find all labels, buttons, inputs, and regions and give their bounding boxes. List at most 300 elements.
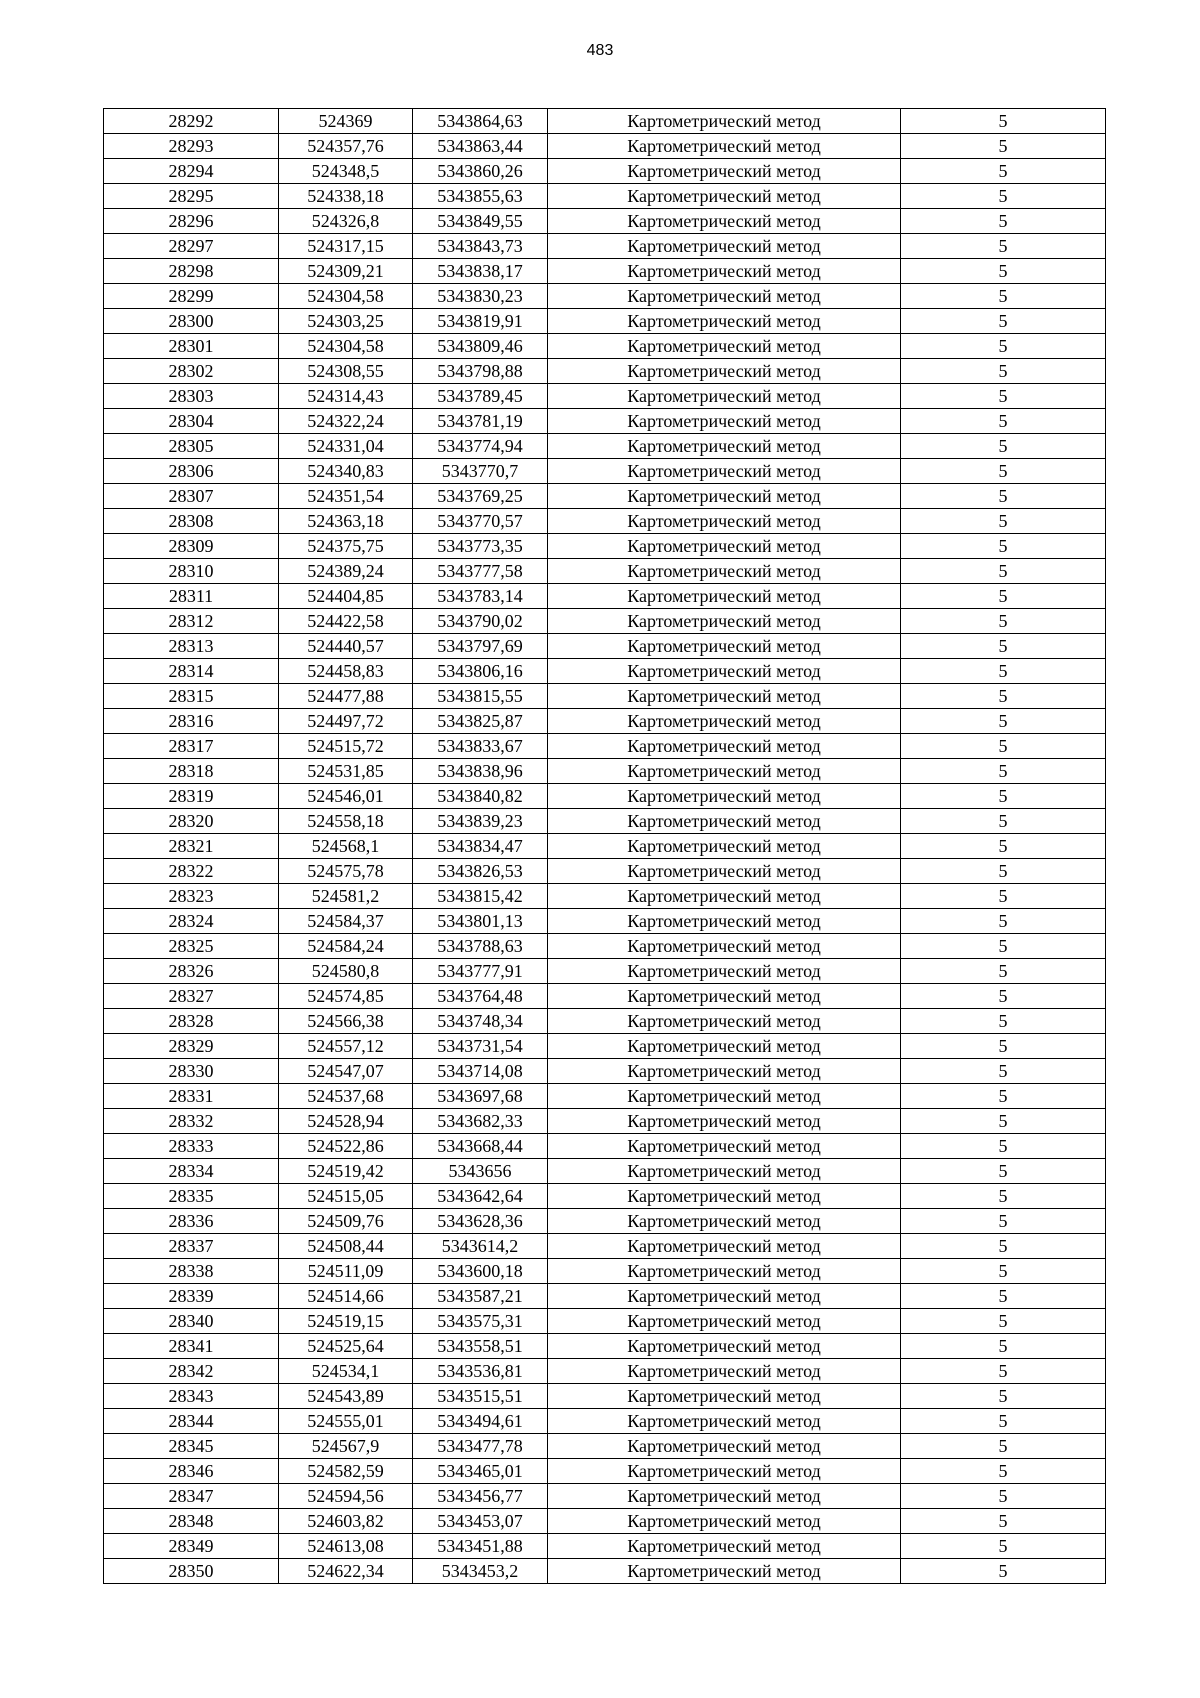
x-coordinate-cell: 524528,94 [279, 1109, 413, 1134]
y-coordinate-cell: 5343798,88 [413, 359, 548, 384]
method-cell: Картометрический метод [548, 409, 901, 434]
method-cell: Картометрический метод [548, 384, 901, 409]
table-row [104, 1484, 1106, 1509]
table-row [104, 434, 1106, 459]
table-row [104, 834, 1106, 859]
table-row [104, 484, 1106, 509]
accuracy-cell: 5 [901, 1259, 1106, 1284]
x-coordinate-cell: 524458,83 [279, 659, 413, 684]
y-coordinate-cell: 5343833,67 [413, 734, 548, 759]
point-number-cell: 28308 [104, 509, 279, 534]
y-coordinate-cell: 5343536,81 [413, 1359, 548, 1384]
point-number-cell: 28298 [104, 259, 279, 284]
accuracy-cell: 5 [901, 684, 1106, 709]
table-row [104, 334, 1106, 359]
y-coordinate-cell: 5343806,16 [413, 659, 548, 684]
point-number-cell: 28313 [104, 634, 279, 659]
table-row [104, 1184, 1106, 1209]
accuracy-cell: 5 [901, 459, 1106, 484]
point-number-cell: 28301 [104, 334, 279, 359]
point-number-cell: 28299 [104, 284, 279, 309]
x-coordinate-cell: 524338,18 [279, 184, 413, 209]
y-coordinate-cell: 5343781,19 [413, 409, 548, 434]
point-number-cell: 28335 [104, 1184, 279, 1209]
table-row [104, 784, 1106, 809]
y-coordinate-cell: 5343714,08 [413, 1059, 548, 1084]
accuracy-cell: 5 [901, 1109, 1106, 1134]
point-number-cell: 28306 [104, 459, 279, 484]
method-cell: Картометрический метод [548, 784, 901, 809]
table-row [104, 1109, 1106, 1134]
method-cell: Картометрический метод [548, 909, 901, 934]
x-coordinate-cell: 524314,43 [279, 384, 413, 409]
accuracy-cell: 5 [901, 534, 1106, 559]
method-cell: Картометрический метод [548, 1184, 901, 1209]
method-cell: Картометрический метод [548, 1459, 901, 1484]
point-number-cell: 28339 [104, 1284, 279, 1309]
x-coordinate-cell: 524440,57 [279, 634, 413, 659]
method-cell: Картометрический метод [548, 334, 901, 359]
method-cell: Картометрический метод [548, 359, 901, 384]
method-cell: Картометрический метод [548, 859, 901, 884]
x-coordinate-cell: 524575,78 [279, 859, 413, 884]
x-coordinate-cell: 524477,88 [279, 684, 413, 709]
accuracy-cell: 5 [901, 1459, 1106, 1484]
accuracy-cell: 5 [901, 584, 1106, 609]
y-coordinate-cell: 5343575,31 [413, 1309, 548, 1334]
x-coordinate-cell: 524566,38 [279, 1009, 413, 1034]
method-cell: Картометрический метод [548, 1384, 901, 1409]
accuracy-cell: 5 [901, 284, 1106, 309]
table-row [104, 709, 1106, 734]
accuracy-cell: 5 [901, 1184, 1106, 1209]
point-number-cell: 28346 [104, 1459, 279, 1484]
accuracy-cell: 5 [901, 1534, 1106, 1559]
point-number-cell: 28330 [104, 1059, 279, 1084]
point-number-cell: 28315 [104, 684, 279, 709]
method-cell: Картометрический метод [548, 309, 901, 334]
table-row [104, 884, 1106, 909]
method-cell: Картометрический метод [548, 1559, 901, 1584]
y-coordinate-cell: 5343790,02 [413, 609, 548, 634]
method-cell: Картометрический метод [548, 984, 901, 1009]
method-cell: Картометрический метод [548, 534, 901, 559]
method-cell: Картометрический метод [548, 809, 901, 834]
accuracy-cell: 5 [901, 159, 1106, 184]
table-row [104, 1159, 1106, 1184]
table-row [104, 509, 1106, 534]
table-row [104, 909, 1106, 934]
y-coordinate-cell: 5343830,23 [413, 284, 548, 309]
point-number-cell: 28309 [104, 534, 279, 559]
y-coordinate-cell: 5343558,51 [413, 1334, 548, 1359]
table-row [104, 1084, 1106, 1109]
method-cell: Картометрический метод [548, 1234, 901, 1259]
accuracy-cell: 5 [901, 1334, 1106, 1359]
table-row [104, 309, 1106, 334]
accuracy-cell: 5 [901, 1434, 1106, 1459]
table-row [104, 409, 1106, 434]
table-row [104, 1559, 1106, 1584]
y-coordinate-cell: 5343789,45 [413, 384, 548, 409]
y-coordinate-cell: 5343825,87 [413, 709, 548, 734]
x-coordinate-cell: 524603,82 [279, 1509, 413, 1534]
table-row [104, 359, 1106, 384]
method-cell: Картометрический метод [548, 884, 901, 909]
method-cell: Картометрический метод [548, 184, 901, 209]
table-row [104, 984, 1106, 1009]
x-coordinate-cell: 524515,72 [279, 734, 413, 759]
accuracy-cell: 5 [901, 1559, 1106, 1584]
table-row [104, 859, 1106, 884]
method-cell: Картометрический метод [548, 684, 901, 709]
accuracy-cell: 5 [901, 1059, 1106, 1084]
y-coordinate-cell: 5343840,82 [413, 784, 548, 809]
table-row [104, 234, 1106, 259]
page-number: 483 [586, 42, 614, 59]
method-cell: Картометрический метод [548, 1034, 901, 1059]
table-row [104, 1134, 1106, 1159]
method-cell: Картометрический метод [548, 609, 901, 634]
method-cell: Картометрический метод [548, 634, 901, 659]
point-number-cell: 28304 [104, 409, 279, 434]
method-cell: Картометрический метод [548, 734, 901, 759]
y-coordinate-cell: 5343801,13 [413, 909, 548, 934]
y-coordinate-cell: 5343849,55 [413, 209, 548, 234]
accuracy-cell: 5 [901, 1509, 1106, 1534]
table-row [104, 1259, 1106, 1284]
table-row [104, 1359, 1106, 1384]
point-number-cell: 28318 [104, 759, 279, 784]
method-cell: Картометрический метод [548, 1334, 901, 1359]
x-coordinate-cell: 524389,24 [279, 559, 413, 584]
point-number-cell: 28343 [104, 1384, 279, 1409]
accuracy-cell: 5 [901, 1384, 1106, 1409]
table-row [104, 1409, 1106, 1434]
table-row [104, 134, 1106, 159]
point-number-cell: 28347 [104, 1484, 279, 1509]
table-row [104, 1384, 1106, 1409]
y-coordinate-cell: 5343731,54 [413, 1034, 548, 1059]
y-coordinate-cell: 5343668,44 [413, 1134, 548, 1159]
table-row [104, 1509, 1106, 1534]
table-row [104, 284, 1106, 309]
method-cell: Картометрический метод [548, 759, 901, 784]
y-coordinate-cell: 5343834,47 [413, 834, 548, 859]
x-coordinate-cell: 524584,24 [279, 934, 413, 959]
method-cell: Картометрический метод [548, 1309, 901, 1334]
x-coordinate-cell: 524309,21 [279, 259, 413, 284]
x-coordinate-cell: 524522,86 [279, 1134, 413, 1159]
x-coordinate-cell: 524304,58 [279, 284, 413, 309]
point-number-cell: 28348 [104, 1509, 279, 1534]
point-number-cell: 28332 [104, 1109, 279, 1134]
table-row [104, 1059, 1106, 1084]
method-cell: Картометрический метод [548, 1134, 901, 1159]
y-coordinate-cell: 5343453,2 [413, 1559, 548, 1584]
table-row [104, 534, 1106, 559]
x-coordinate-cell: 524567,9 [279, 1434, 413, 1459]
accuracy-cell: 5 [901, 484, 1106, 509]
y-coordinate-cell: 5343642,64 [413, 1184, 548, 1209]
point-number-cell: 28350 [104, 1559, 279, 1584]
point-number-cell: 28329 [104, 1034, 279, 1059]
y-coordinate-cell: 5343826,53 [413, 859, 548, 884]
x-coordinate-cell: 524537,68 [279, 1084, 413, 1109]
table-row [104, 1334, 1106, 1359]
y-coordinate-cell: 5343838,96 [413, 759, 548, 784]
x-coordinate-cell: 524613,08 [279, 1534, 413, 1559]
method-cell: Картометрический метод [548, 1484, 901, 1509]
y-coordinate-cell: 5343797,69 [413, 634, 548, 659]
accuracy-cell: 5 [901, 759, 1106, 784]
x-coordinate-cell: 524351,54 [279, 484, 413, 509]
y-coordinate-cell: 5343838,17 [413, 259, 548, 284]
accuracy-cell: 5 [901, 384, 1106, 409]
accuracy-cell: 5 [901, 234, 1106, 259]
method-cell: Картометрический метод [548, 709, 901, 734]
x-coordinate-cell: 524555,01 [279, 1409, 413, 1434]
point-number-cell: 28338 [104, 1259, 279, 1284]
method-cell: Картометрический метод [548, 1509, 901, 1534]
x-coordinate-cell: 524622,34 [279, 1559, 413, 1584]
y-coordinate-cell: 5343515,51 [413, 1384, 548, 1409]
accuracy-cell: 5 [901, 959, 1106, 984]
coordinates-table [103, 108, 1106, 1584]
method-cell: Картометрический метод [548, 459, 901, 484]
point-number-cell: 28320 [104, 809, 279, 834]
point-number-cell: 28312 [104, 609, 279, 634]
table-row [104, 1534, 1106, 1559]
point-number-cell: 28293 [104, 134, 279, 159]
accuracy-cell: 5 [901, 1159, 1106, 1184]
accuracy-cell: 5 [901, 109, 1106, 134]
table-row [104, 1459, 1106, 1484]
method-cell: Картометрический метод [548, 1434, 901, 1459]
method-cell: Картометрический метод [548, 1359, 901, 1384]
y-coordinate-cell: 5343843,73 [413, 234, 548, 259]
point-number-cell: 28314 [104, 659, 279, 684]
method-cell: Картометрический метод [548, 234, 901, 259]
point-number-cell: 28337 [104, 1234, 279, 1259]
table-row [104, 184, 1106, 209]
table-row [104, 1209, 1106, 1234]
accuracy-cell: 5 [901, 1359, 1106, 1384]
x-coordinate-cell: 524543,89 [279, 1384, 413, 1409]
x-coordinate-cell: 524497,72 [279, 709, 413, 734]
x-coordinate-cell: 524515,05 [279, 1184, 413, 1209]
y-coordinate-cell: 5343819,91 [413, 309, 548, 334]
point-number-cell: 28303 [104, 384, 279, 409]
point-number-cell: 28323 [104, 884, 279, 909]
point-number-cell: 28331 [104, 1084, 279, 1109]
table-row [104, 934, 1106, 959]
method-cell: Картометрический метод [548, 1009, 901, 1034]
method-cell: Картометрический метод [548, 209, 901, 234]
point-number-cell: 28328 [104, 1009, 279, 1034]
method-cell: Картометрический метод [548, 834, 901, 859]
accuracy-cell: 5 [901, 434, 1106, 459]
accuracy-cell: 5 [901, 1209, 1106, 1234]
method-cell: Картометрический метод [548, 109, 901, 134]
point-number-cell: 28292 [104, 109, 279, 134]
accuracy-cell: 5 [901, 409, 1106, 434]
x-coordinate-cell: 524340,83 [279, 459, 413, 484]
point-number-cell: 28342 [104, 1359, 279, 1384]
table-row [104, 959, 1106, 984]
table-row [104, 1034, 1106, 1059]
x-coordinate-cell: 524581,2 [279, 884, 413, 909]
y-coordinate-cell: 5343697,68 [413, 1084, 548, 1109]
accuracy-cell: 5 [901, 509, 1106, 534]
point-number-cell: 28311 [104, 584, 279, 609]
accuracy-cell: 5 [901, 1034, 1106, 1059]
method-cell: Картометрический метод [548, 1409, 901, 1434]
table-row [104, 1234, 1106, 1259]
accuracy-cell: 5 [901, 1084, 1106, 1109]
point-number-cell: 28297 [104, 234, 279, 259]
method-cell: Картометрический метод [548, 934, 901, 959]
accuracy-cell: 5 [901, 259, 1106, 284]
x-coordinate-cell: 524525,64 [279, 1334, 413, 1359]
x-coordinate-cell: 524369 [279, 109, 413, 134]
y-coordinate-cell: 5343777,91 [413, 959, 548, 984]
point-number-cell: 28316 [104, 709, 279, 734]
y-coordinate-cell: 5343815,55 [413, 684, 548, 709]
x-coordinate-cell: 524363,18 [279, 509, 413, 534]
method-cell: Картометрический метод [548, 584, 901, 609]
y-coordinate-cell: 5343864,63 [413, 109, 548, 134]
y-coordinate-cell: 5343769,25 [413, 484, 548, 509]
y-coordinate-cell: 5343628,36 [413, 1209, 548, 1234]
method-cell: Картометрический метод [548, 1084, 901, 1109]
x-coordinate-cell: 524326,8 [279, 209, 413, 234]
x-coordinate-cell: 524308,55 [279, 359, 413, 384]
x-coordinate-cell: 524514,66 [279, 1284, 413, 1309]
point-number-cell: 28319 [104, 784, 279, 809]
point-number-cell: 28300 [104, 309, 279, 334]
table-row [104, 659, 1106, 684]
method-cell: Картометрический метод [548, 509, 901, 534]
point-number-cell: 28327 [104, 984, 279, 1009]
accuracy-cell: 5 [901, 359, 1106, 384]
accuracy-cell: 5 [901, 334, 1106, 359]
accuracy-cell: 5 [901, 634, 1106, 659]
point-number-cell: 28302 [104, 359, 279, 384]
x-coordinate-cell: 524304,58 [279, 334, 413, 359]
point-number-cell: 28307 [104, 484, 279, 509]
point-number-cell: 28296 [104, 209, 279, 234]
y-coordinate-cell: 5343600,18 [413, 1259, 548, 1284]
accuracy-cell: 5 [901, 559, 1106, 584]
x-coordinate-cell: 524375,75 [279, 534, 413, 559]
y-coordinate-cell: 5343839,23 [413, 809, 548, 834]
point-number-cell: 28336 [104, 1209, 279, 1234]
y-coordinate-cell: 5343809,46 [413, 334, 548, 359]
point-number-cell: 28334 [104, 1159, 279, 1184]
y-coordinate-cell: 5343815,42 [413, 884, 548, 909]
point-number-cell: 28344 [104, 1409, 279, 1434]
point-number-cell: 28333 [104, 1134, 279, 1159]
x-coordinate-cell: 524357,76 [279, 134, 413, 159]
point-number-cell: 28317 [104, 734, 279, 759]
point-number-cell: 28340 [104, 1309, 279, 1334]
accuracy-cell: 5 [901, 1309, 1106, 1334]
point-number-cell: 28349 [104, 1534, 279, 1559]
table-row [104, 209, 1106, 234]
x-coordinate-cell: 524348,5 [279, 159, 413, 184]
x-coordinate-cell: 524331,04 [279, 434, 413, 459]
table-row [104, 1284, 1106, 1309]
accuracy-cell: 5 [901, 1484, 1106, 1509]
point-number-cell: 28341 [104, 1334, 279, 1359]
x-coordinate-cell: 524509,76 [279, 1209, 413, 1234]
y-coordinate-cell: 5343774,94 [413, 434, 548, 459]
point-number-cell: 28324 [104, 909, 279, 934]
x-coordinate-cell: 524511,09 [279, 1259, 413, 1284]
point-number-cell: 28321 [104, 834, 279, 859]
accuracy-cell: 5 [901, 809, 1106, 834]
table-row [104, 1434, 1106, 1459]
method-cell: Картометрический метод [548, 1259, 901, 1284]
y-coordinate-cell: 5343682,33 [413, 1109, 548, 1134]
x-coordinate-cell: 524574,85 [279, 984, 413, 1009]
accuracy-cell: 5 [901, 984, 1106, 1009]
accuracy-cell: 5 [901, 909, 1106, 934]
x-coordinate-cell: 524317,15 [279, 234, 413, 259]
accuracy-cell: 5 [901, 784, 1106, 809]
accuracy-cell: 5 [901, 609, 1106, 634]
table-row [104, 634, 1106, 659]
x-coordinate-cell: 524508,44 [279, 1234, 413, 1259]
y-coordinate-cell: 5343494,61 [413, 1409, 548, 1434]
coordinates-table-body [104, 109, 1106, 1584]
y-coordinate-cell: 5343456,77 [413, 1484, 548, 1509]
x-coordinate-cell: 524519,42 [279, 1159, 413, 1184]
y-coordinate-cell: 5343783,14 [413, 584, 548, 609]
x-coordinate-cell: 524534,1 [279, 1359, 413, 1384]
point-number-cell: 28294 [104, 159, 279, 184]
y-coordinate-cell: 5343855,63 [413, 184, 548, 209]
x-coordinate-cell: 524594,56 [279, 1484, 413, 1509]
y-coordinate-cell: 5343764,48 [413, 984, 548, 1009]
method-cell: Картометрический метод [548, 1109, 901, 1134]
table-row [104, 734, 1106, 759]
table-row [104, 109, 1106, 134]
y-coordinate-cell: 5343788,63 [413, 934, 548, 959]
accuracy-cell: 5 [901, 209, 1106, 234]
x-coordinate-cell: 524303,25 [279, 309, 413, 334]
x-coordinate-cell: 524531,85 [279, 759, 413, 784]
method-cell: Картометрический метод [548, 259, 901, 284]
point-number-cell: 28325 [104, 934, 279, 959]
x-coordinate-cell: 524519,15 [279, 1309, 413, 1334]
accuracy-cell: 5 [901, 884, 1106, 909]
accuracy-cell: 5 [901, 859, 1106, 884]
accuracy-cell: 5 [901, 1409, 1106, 1434]
accuracy-cell: 5 [901, 184, 1106, 209]
y-coordinate-cell: 5343451,88 [413, 1534, 548, 1559]
method-cell: Картометрический метод [548, 1284, 901, 1309]
method-cell: Картометрический метод [548, 659, 901, 684]
x-coordinate-cell: 524582,59 [279, 1459, 413, 1484]
table-row [104, 1309, 1106, 1334]
table-row [104, 259, 1106, 284]
point-number-cell: 28310 [104, 559, 279, 584]
method-cell: Картометрический метод [548, 959, 901, 984]
accuracy-cell: 5 [901, 834, 1106, 859]
accuracy-cell: 5 [901, 1009, 1106, 1034]
